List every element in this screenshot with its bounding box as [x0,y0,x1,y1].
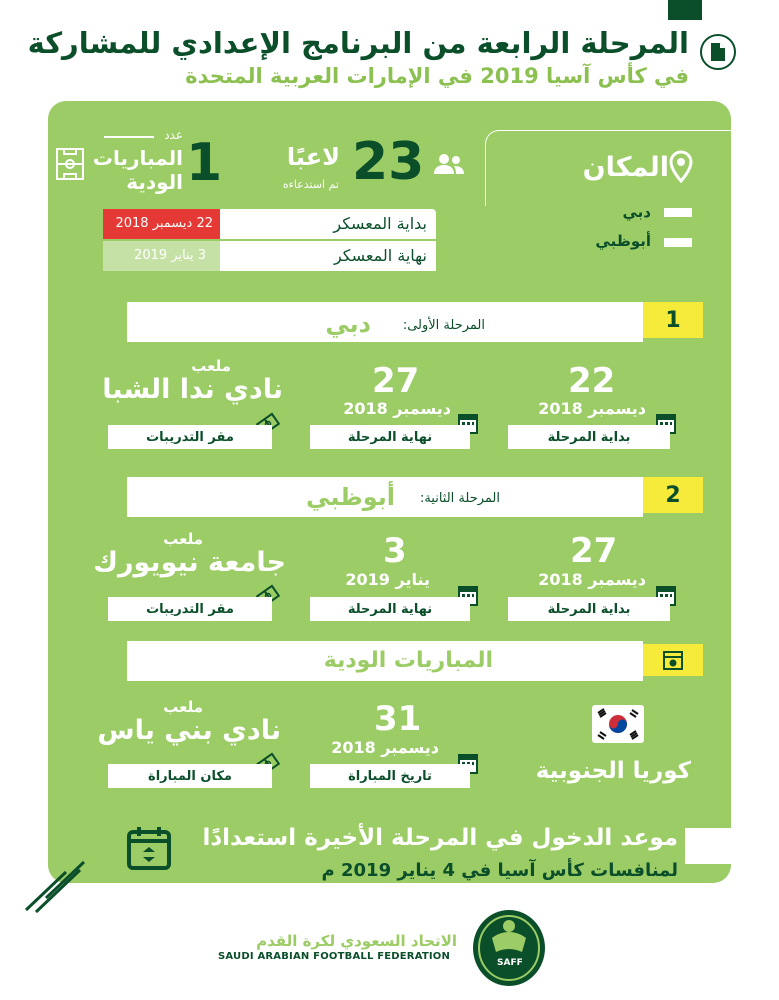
players-count: 23 [352,132,425,192]
pitch-icon [55,147,85,181]
document-icon [700,34,736,70]
stage1-number: 1 [643,302,703,338]
federation-name-en: SAUDI ARABIAN FOOTBALL FEDERATION [218,951,451,962]
friendly-opponent: كوريا الجنوبية [535,758,691,784]
stage2-city: أبوظبي [306,483,395,511]
camp-start-date: 22 ديسمبر 2018 [115,216,213,231]
stage2-start-day: 27 [570,531,618,571]
place-bullet [664,238,692,247]
friendlies-label-1: المباريات [92,146,183,170]
friendly-day: 31 [374,699,422,739]
saff-logo-text: SAFF [497,958,523,968]
ball-calendar-icon [662,649,684,671]
page-subtitle: في كأس آسيا 2019 في الإمارات العربية المتحدة [185,64,689,88]
stage2-start-label: بداية المرحلة [508,597,670,621]
stage1-start-month: ديسمبر 2018 [538,399,646,418]
top-decor-square [668,0,702,20]
decor-stripes [22,858,88,914]
stage1-header [127,302,643,342]
stage1-start-label: بداية المرحلة [508,425,670,449]
stage2-label: المرحلة الثانية: [419,491,500,506]
stage1-start-day: 22 [568,361,616,401]
federation-name-ar: الاتحاد السعودي لكرة القدم [256,932,457,950]
stage1-end-day: 27 [372,361,420,401]
stage2-number: 2 [643,477,703,513]
stage1-label: المرحلة الأولى: [402,318,485,333]
stage2-end-label: نهاية المرحلة [310,597,470,621]
friendly-icon-box [643,644,703,676]
stage2-end-month: يناير 2019 [345,570,430,589]
footer-note-line2: لمنافسات كأس آسيا في 4 يناير 2019 م [321,860,678,881]
friendlies-count: 1 [186,133,223,193]
stage2-venue-small: ملعب [163,530,203,548]
saff-logo [470,904,548,988]
footer-note-tab [685,828,779,864]
south-korea-flag [592,705,644,743]
stage2-venue-label: مقر التدريبات [108,597,272,621]
footer-note-line1: موعد الدخول في المرحلة الأخيرة استعدادًا [202,825,678,851]
players-sub: تم استدعاءه [282,178,339,191]
stage1-venue: نادي ندا الشبا [102,374,283,405]
page-title: المرحلة الرابعة من البرنامج الإعدادي للمشاركة [27,26,689,60]
players-icon [432,152,466,176]
camp-end-label: نهاية المعسكر [333,246,427,265]
calendar-arrows-icon [125,824,173,872]
place-label: المكان [582,152,669,183]
stage1-end-month: ديسمبر 2018 [343,399,451,418]
place-abudhabi: أبوظبي [595,232,651,250]
stage2-venue: جامعة نيويورك [93,547,286,578]
stage1-venue-label: مقر التدريبات [108,425,272,449]
stage1-end-label: نهاية المرحلة [310,425,470,449]
players-label: لاعبًا [286,143,340,171]
friendly-venue-small: ملعب [163,698,203,716]
friendly-venue-label: مكان المباراة [108,764,272,788]
stage2-start-month: ديسمبر 2018 [538,570,646,589]
camp-end-date: 3 يناير 2019 [134,248,206,263]
camp-start-label: بداية المعسكر [333,214,427,233]
stage2-end-day: 3 [383,531,407,571]
stage1-city: دبي [325,310,371,338]
friendly-venue: نادي بني ياس [97,715,281,746]
friendlies-label-small: عدد [164,128,183,142]
place-bullet [664,208,692,217]
friendlies-line [104,136,154,138]
friendlies-label-2: الودية [126,170,183,194]
location-pin-icon [668,150,694,184]
friendly-title: المباريات الودية [323,648,493,673]
friendly-month: ديسمبر 2018 [331,738,439,757]
stage1-venue-small: ملعب [191,357,231,375]
place-dubai: دبي [622,203,651,221]
friendly-date-label: تاريخ المباراة [310,764,470,788]
